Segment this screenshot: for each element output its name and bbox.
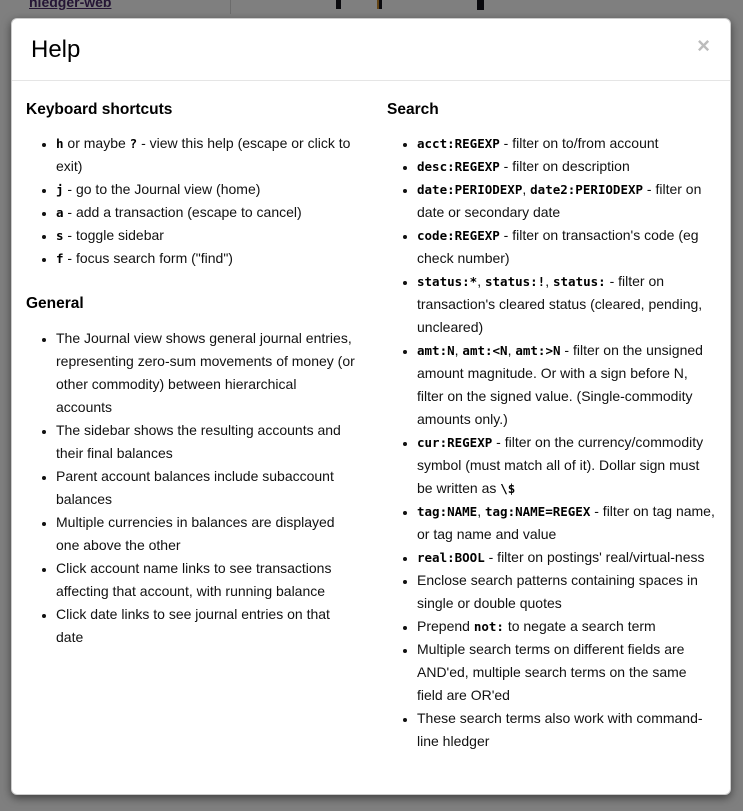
list-item: • These search terms also work with command-line hledger	[417, 707, 716, 753]
list-item: • cur:REGEXP - filter on the currency/commodity symbol (must match all of it). Dollar sign must be written as \$	[417, 431, 716, 500]
list-item: • amt:N, amt:<N, amt:>N - filter on the unsigned amount magnitude. Or with a sign before N, filter on the signed value. (Single-commodity amounts only.)	[417, 339, 716, 431]
code-term: amt:>N	[515, 343, 561, 359]
code-term: status:!	[485, 274, 546, 290]
code-term: real:BOOL	[417, 550, 485, 566]
list-item: • The sidebar shows the resulting accounts and their final balances	[56, 419, 355, 465]
code-term: status:*	[417, 274, 478, 290]
close-icon[interactable]: ×	[693, 33, 714, 59]
section-list	[387, 132, 716, 753]
list-item: • status:*, status:!, status: - filter on transaction's cleared status (cleared, pending, uncleared)	[417, 270, 716, 339]
code-term: j	[56, 182, 64, 198]
list-item: • date:PERIODEXP, date2:PERIODEXP - filter on date or secondary date	[417, 178, 716, 224]
section-heading: Keyboard shortcuts	[26, 100, 173, 118]
list-item: • desc:REGEXP - filter on description	[417, 155, 716, 178]
section-heading: Search	[387, 100, 439, 118]
code-term: h	[56, 136, 64, 152]
code-term: code:REGEXP	[417, 228, 500, 244]
code-term: acct:REGEXP	[417, 136, 500, 152]
list-item: • tag:NAME, tag:NAME=REGEX - filter on tag name, or tag name and value	[417, 500, 716, 546]
code-term: \$	[500, 481, 516, 497]
help-column-right	[371, 101, 730, 754]
code-term: date:PERIODEXP	[417, 182, 523, 198]
code-term: tag:NAME=REGEX	[485, 504, 591, 520]
list-item: • Multiple currencies in balances are displayed one above the other	[56, 511, 355, 557]
list-item: • a - add a transaction (escape to cancel)	[56, 201, 355, 224]
code-term: a	[56, 205, 64, 221]
code-term: f	[56, 251, 64, 267]
modal-header	[12, 19, 730, 81]
list-item: • code:REGEXP - filter on transaction's code (eg check number)	[417, 224, 716, 270]
code-term: status:	[553, 274, 606, 290]
section-heading: General	[26, 295, 84, 313]
code-term: amt:<N	[462, 343, 508, 359]
list-item: • Click date links to see journal entries on that date	[56, 603, 355, 649]
code-term: date2:PERIODEXP	[530, 182, 644, 198]
code-term: desc:REGEXP	[417, 159, 500, 175]
list-item: • real:BOOL - filter on postings' real/virtual-ness	[417, 546, 716, 569]
list-item: • f - focus search form ("find")	[56, 247, 355, 270]
list-item: • The Journal view shows general journal entries, representing zero-sum movements of money (or other commodity) between hierarchical accounts	[56, 327, 355, 419]
section-list	[26, 327, 355, 649]
code-term: tag:NAME	[417, 504, 478, 520]
modal-body	[12, 81, 730, 784]
list-item: • Prepend not: to negate a search term	[417, 615, 716, 638]
list-item: • Click account name links to see transactions affecting that account, with running balance	[56, 557, 355, 603]
list-item: • Enclose search patterns containing spaces in single or double quotes	[417, 569, 716, 615]
list-item: • s - toggle sidebar	[56, 224, 355, 247]
list-item: • Parent account balances include subaccount balances	[56, 465, 355, 511]
list-item: • h or maybe ? - view this help (escape or click to exit)	[56, 132, 355, 178]
list-item: • j - go to the Journal view (home)	[56, 178, 355, 201]
code-term: s	[56, 228, 64, 244]
code-term: not:	[473, 619, 504, 635]
modal-title: Help	[31, 36, 81, 63]
help-modal	[11, 18, 731, 795]
section-list	[26, 132, 355, 270]
code-term: ?	[129, 136, 138, 152]
list-item: • acct:REGEXP - filter on to/from account	[417, 132, 716, 155]
code-term: cur:REGEXP	[417, 435, 493, 451]
code-term: amt:N	[417, 343, 455, 359]
list-item: • Multiple search terms on different fields are AND'ed, multiple search terms on the same field are OR'ed	[417, 638, 716, 707]
help-column-left	[12, 101, 371, 754]
